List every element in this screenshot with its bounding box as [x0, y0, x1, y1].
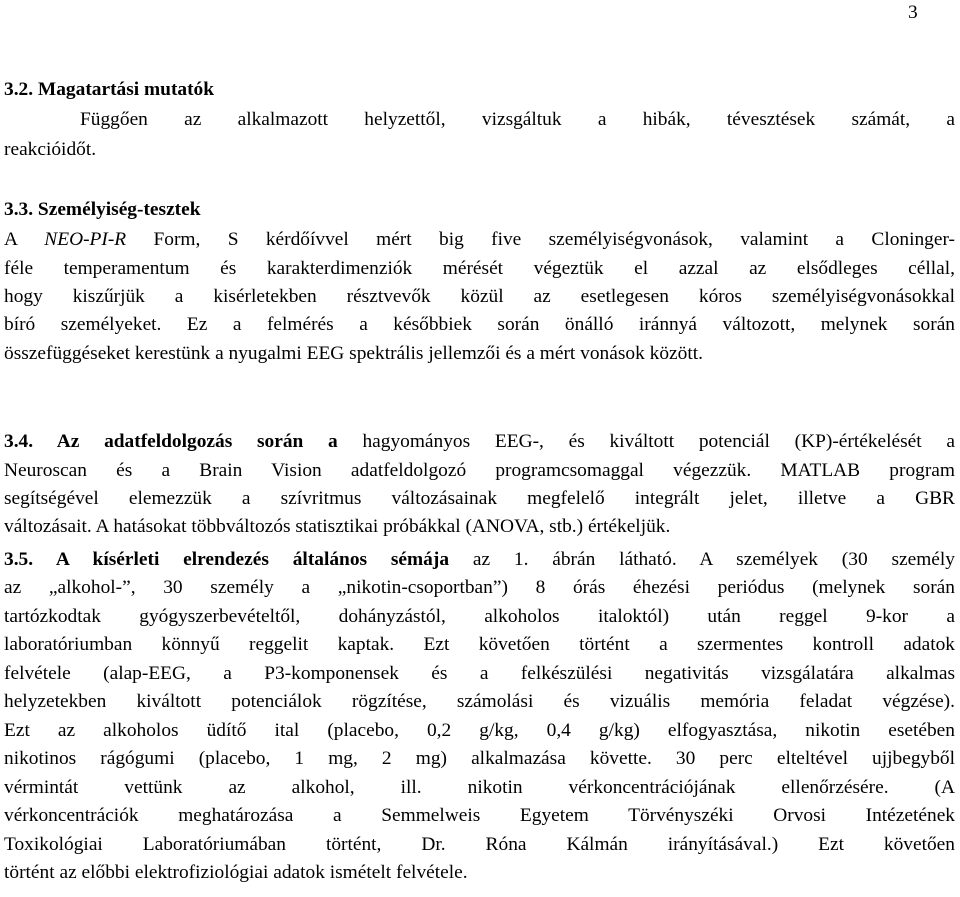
section-heading-3-3: 3.3. Személyiség-tesztek	[4, 199, 201, 220]
paragraph-line: helyzetekben kiváltott potenciálok rögzítése, számolási és vizuális memória feladat végzése).	[4, 691, 955, 712]
paragraph-line: vérmintát vettünk az alkohol, ill. nikotin vérkoncentrációjának ellenőrzésére. (A	[4, 777, 955, 798]
paragraph-line: Neuroscan és a Brain Vision adatfeldolgozó programcsomaggal végezzük. MATLAB program	[4, 460, 955, 481]
paragraph-line: reakcióidőt.	[4, 139, 97, 160]
paragraph-line: az „alkohol-”, 30 személy a „nikotin-csoportban”) 8 órás éhezési periódus (melynek során	[4, 577, 955, 598]
neo-pi-r-term: NEO-PI-R	[44, 229, 127, 250]
text-run: hagyományos EEG-, és kiváltott potenciál (KP)-értékelését a	[337, 431, 955, 452]
paragraph-line: segítségével elemezzük a szívritmus változásainak megfelelő integrált jelet, illetve a GBR	[4, 488, 955, 509]
section-heading-3-4: 3.4. Az adatfeldolgozás során a	[4, 431, 338, 452]
paragraph-line	[4, 227, 955, 253]
paragraph-line: Függően az alkalmazott helyzettől, vizsgáltuk a hibák, tévesztések számát, a	[80, 109, 955, 130]
page-number: 3	[908, 2, 918, 23]
paragraph-line: féle temperamentum és karakterdimenziók mérését végeztük el azzal az elsődleges céllal,	[4, 258, 955, 279]
section-heading-3-2: 3.2. Magatartási mutatók	[4, 79, 215, 100]
paragraph-line: nikotinos rágógumi (placebo, 1 mg, 2 mg) alkalmazása követte. 30 perc elteltével ujjbegyből	[4, 748, 955, 769]
paragraph-line: bíró személyeket. Ez a felmérés a későbbiek során önálló iránnyá változott, melynek során	[4, 314, 955, 335]
paragraph-line	[4, 429, 955, 455]
text-run: Form, S kérdőívvel mért big five személyiségvonások, valamint a Cloninger-	[126, 229, 956, 250]
paragraph-line: Ezt az alkoholos üdítő ital (placebo, 0,2 g/kg, 0,4 g/kg) elfogyasztása, nikotin esetében	[4, 720, 955, 741]
paragraph-line: laboratóriumban könnyű reggelit kaptak. Ezt követően történt a szermentes kontroll adatok	[4, 634, 955, 655]
text-run: A	[4, 229, 45, 250]
paragraph-line: változásait. A hatásokat többváltozós statisztikai próbákkal (ANOVA, stb.) értékeljük.	[4, 516, 671, 537]
paragraph-line: Toxikológiai Laboratóriumában történt, Dr. Róna Kálmán irányításával.) Ezt követően	[4, 834, 955, 855]
paragraph-line: felvétele (alap-EEG, a P3-komponensek és a felkészülési negativitás vizsgálatára alkalmas	[4, 663, 955, 684]
paragraph-line: történt az előbbi elektrofiziológiai adatok ismételt felvétele.	[4, 862, 468, 883]
section-heading-3-5: 3.5. A kísérleti elrendezés általános sémája	[4, 549, 450, 570]
paragraph-line	[4, 547, 955, 573]
paragraph-line: összefüggéseket kerestünk a nyugalmi EEG spektrális jellemzői és a mért vonások között.	[4, 343, 703, 364]
text-run: az 1. ábrán látható. A személyek (30 személy	[449, 549, 955, 570]
paragraph-line: vérkoncentrációk meghatározása a Semmelweis Egyetem Törvényszéki Orvosi Intézetének	[4, 805, 955, 826]
paragraph-line: tartózkodtak gyógyszerbevételtől, dohányzástól, alkoholos italoktól) után reggel 9-kor a	[4, 606, 955, 627]
paragraph-line: hogy kiszűrjük a kisérletekben résztvevők közül az esetlegesen kóros személyiségvonásokkal	[4, 286, 955, 307]
